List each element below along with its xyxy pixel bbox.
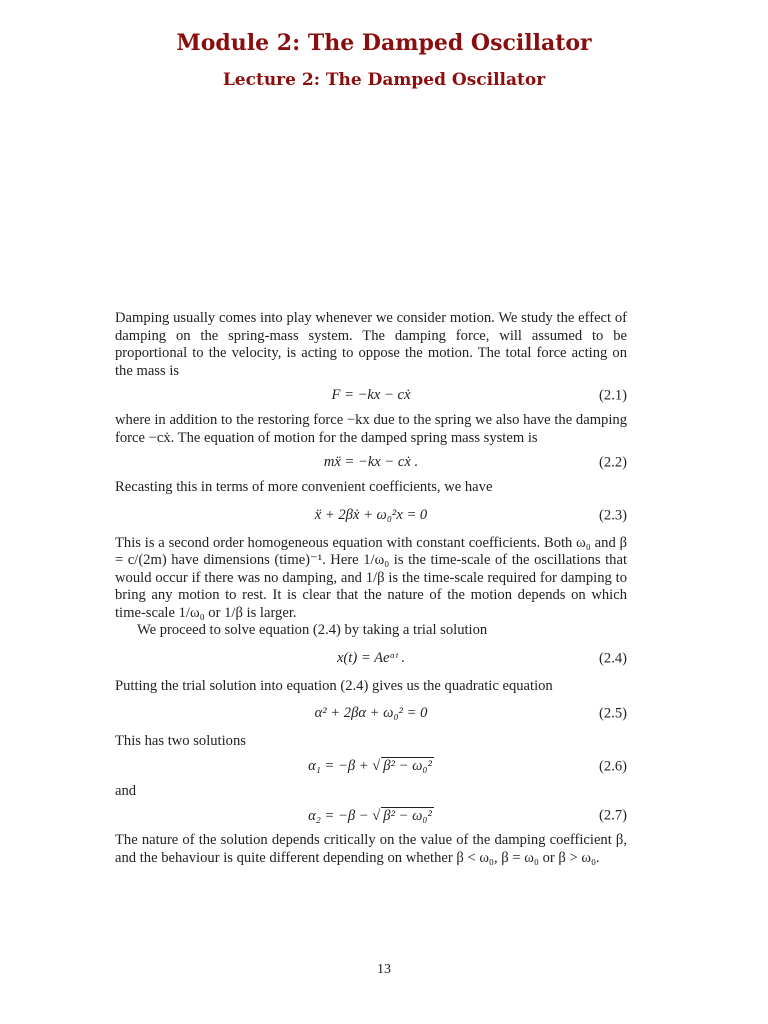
equation-2-2 xyxy=(115,450,627,476)
equation-number: (2.3) xyxy=(599,506,627,523)
equation-math: α² + 2βα + ω₀² = 0 xyxy=(314,705,428,722)
equation-number: (2.5) xyxy=(599,705,627,722)
equation-lhs: α₂ = −β − √ xyxy=(308,807,381,824)
equation-number: (2.4) xyxy=(599,649,627,666)
equation-math: x(t) = Aeᵅᵗ . xyxy=(336,649,406,666)
equation-math: mẍ = −kx − cẋ . xyxy=(323,454,419,471)
module-title: Module 2: The Damped Oscillator xyxy=(176,30,592,56)
paragraph-quadratic: Putting the trial solution into equation (2.4) gives us the quadratic equation xyxy=(115,677,553,694)
equation-number: (2.1) xyxy=(599,387,627,404)
paragraph-and: and xyxy=(115,782,137,799)
equation-number: (2.6) xyxy=(599,757,627,774)
page-number: 13 xyxy=(377,962,391,977)
equation-2-3 xyxy=(115,503,627,529)
lecture-title: Lecture 2: The Damped Oscillator xyxy=(222,70,546,90)
equation-number: (2.7) xyxy=(599,807,627,824)
equation-radicand: β² − ω₀² xyxy=(383,807,432,824)
paragraph-restoring-force: where in addition to the restoring force −kx due to the spring we also have the damping force −cẋ. The equation of motion for the damped spring mass system is xyxy=(115,412,627,446)
equation-2-7 xyxy=(115,803,627,829)
equation-radicand: β² − ω₀² xyxy=(383,758,432,775)
equation-math: F = −kx − cẋ xyxy=(331,387,411,404)
equation-2-1 xyxy=(115,383,627,409)
equation-2-5 xyxy=(115,701,627,727)
equation-lhs: α₁ = −β + √ xyxy=(308,758,381,775)
paragraph-conclusion: The nature of the solution depends critically on the value of the damping coefficient β, and the behaviour is quite different depending on whether β < ω₀, β = ω₀ or β > ω₀. xyxy=(115,832,627,866)
equation-2-6 xyxy=(115,754,627,780)
paragraph-recasting: Recasting this in terms of more convenient coefficients, we have xyxy=(115,479,493,495)
equation-math xyxy=(308,807,434,826)
page-body xyxy=(115,310,627,867)
equation-number: (2.2) xyxy=(599,454,627,471)
paragraph-second-order: This is a second order homogeneous equation with constant coefficients. Both ω₀ and β = c/(2m) have dimensions (time)⁻¹. Here 1/ω₀ is the time-scale of the oscillations that would occur if there was no damping, and 1/β is the time-scale required for damping to bring any motion to rest. It is clear that the nature of the motion depends on which time-scale 1/ω₀ or 1/β is larger. xyxy=(115,534,627,621)
paragraph-trial-solution: We proceed to solve equation (2.4) by taking a trial solution xyxy=(137,622,488,638)
paragraph-intro: Damping usually comes into play whenever we consider motion. We study the effect of damping on the spring-mass system. The damping force, will assumed to be proportional to the velocity, is acting to oppose the motion. The total force acting on the mass is xyxy=(115,310,627,379)
paragraph-two-solutions: This has two solutions xyxy=(115,733,246,749)
equation-2-4 xyxy=(115,646,627,672)
equation-math: ẍ + 2βẋ + ω₀²x = 0 xyxy=(314,506,428,523)
equation-math xyxy=(308,757,434,776)
